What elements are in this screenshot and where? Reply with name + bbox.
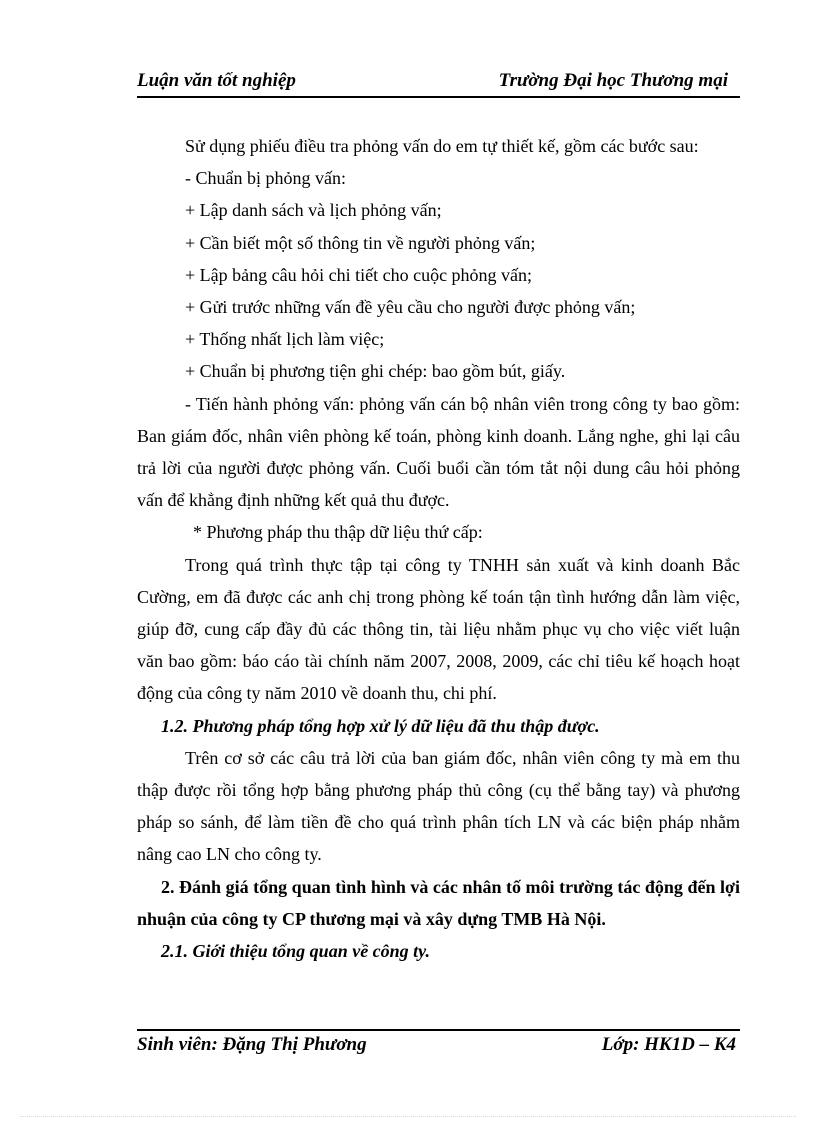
list-item-info: + Cần biết một số thông tin về người phỏng vấn; bbox=[185, 232, 536, 253]
header-thesis-title: Luận văn tốt nghiệp bbox=[137, 70, 296, 91]
heading-2: 2. Đánh giá tổng quan tình hình và các nhân tố môi trường tác động đến lợi nhuận của công ty CP thương mại và xây dựng TMB Hà Nội. bbox=[137, 876, 740, 929]
footer-class: Lớp: HK1D – K4 bbox=[601, 1034, 736, 1055]
paragraph-interview: - Tiến hành phỏng vấn: phỏng vấn cán bộ nhân viên trong công ty bao gồm: Ban giám đốc, nhân viên phòng kế toán, phòng kinh doanh. Lắng nghe, ghi lại câu trả lời của người được phỏng vấn. Cuối buổi cần tóm tắt nội dung câu hỏi phỏng vấn để khẳng định những kết quả thu được. bbox=[137, 393, 740, 511]
page-body bbox=[137, 130, 740, 967]
page-edge-divider bbox=[20, 1116, 796, 1117]
footer-student: Sinh viên: Đặng Thị Phương bbox=[137, 1034, 367, 1055]
list-item-send: + Gửi trước những vấn đề yêu cầu cho người được phỏng vấn; bbox=[185, 297, 636, 318]
list-item-tools: + Chuẩn bị phương tiện ghi chép: bao gồm bút, giấy. bbox=[185, 361, 566, 382]
page-footer bbox=[137, 1029, 740, 1055]
list-item-prepare: - Chuẩn bị phỏng vấn: bbox=[185, 168, 346, 189]
paragraph-survey-intro: Sử dụng phiếu điều tra phỏng vấn do em tự thiết kế, gồm các bước sau: bbox=[185, 136, 699, 156]
heading-1-2: 1.2. Phương pháp tổng hợp xử lý dữ liệu đã thu thập được. bbox=[161, 715, 600, 736]
page-header bbox=[137, 68, 740, 98]
list-item-agree: + Thống nhất lịch làm việc; bbox=[185, 329, 385, 350]
list-item-questions: + Lập bảng câu hỏi chi tiết cho cuộc phỏng vấn; bbox=[185, 264, 533, 285]
list-item-schedule: + Lập danh sách và lịch phỏng vấn; bbox=[185, 200, 442, 221]
heading-2-1: 2.1. Giới thiệu tổng quan về công ty. bbox=[161, 941, 431, 962]
paragraph-internship: Trong quá trình thực tập tại công ty TNHH sản xuất và kinh doanh Bắc Cường, em đã được các anh chị trong phòng kế toán tận tình hướng dẫn làm việc, giúp đỡ, cung cấp đầy đủ các thông tin, tài liệu nhằm phục vụ cho việc viết luận văn bao gồm: báo cáo tài chính năm 2007, 2008, 2009, các chỉ tiêu kế hoạch hoạt động của công ty năm 2010 về doanh thu, chi phí. bbox=[137, 554, 740, 704]
paragraph-synthesis: Trên cơ sở các câu trả lời của ban giám đốc, nhân viên công ty mà em thu thập được rồi tổng hợp bằng phương pháp thủ công (cụ thể bằng tay) và phương pháp so sánh, để làm tiền đề cho quá trình phân tích LN và các biện pháp nhằm nâng cao LN cho công ty. bbox=[137, 747, 740, 865]
header-university: Trường Đại học Thương mại bbox=[498, 70, 728, 91]
paragraph-secondary-data: * Phương pháp thu thập dữ liệu thứ cấp: bbox=[193, 522, 483, 543]
